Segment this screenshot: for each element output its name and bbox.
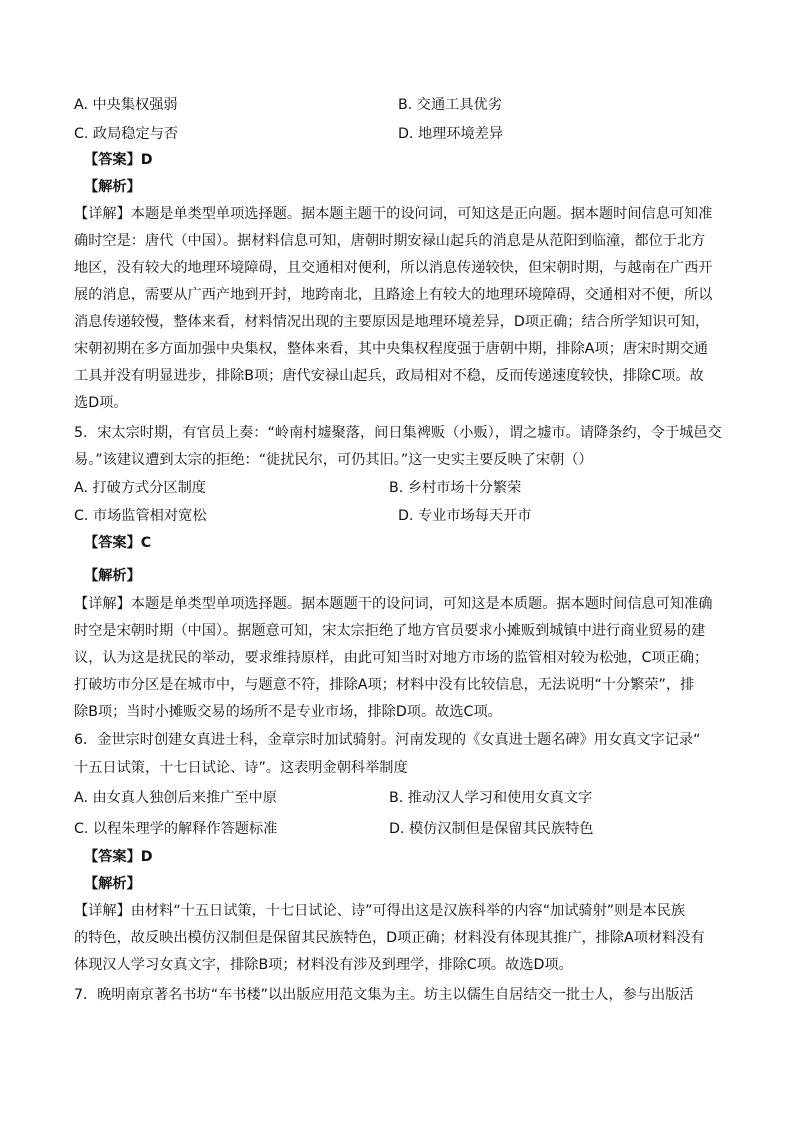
q6-option-c: C. 以程朱理学的解释作答题标准 (74, 821, 278, 837)
q6-analysis-label: 【解析】 (84, 876, 141, 892)
q4-answer: 【答案】D (84, 152, 153, 168)
q4-option-a: A. 中央集权强弱 (74, 97, 178, 113)
q6-answer: 【答案】D (84, 849, 153, 865)
q4-detail-line: 【详解】本题是单类型单项选择题。据本题主题干的设问词，可知这是正向题。据本题时间信息可知准 (74, 206, 713, 222)
q4-option-d: D. 地理环境差异 (398, 126, 504, 142)
q4-detail-line: 消息传递较慢，整体来看，材料情况出现的主要原因是地理环境差异，D项正确；结合所学知识可知， (74, 314, 710, 330)
q4-detail-line: 宋朝初期在多方面加强中央集权，整体来看，其中央集权程度强于唐朝中期，排除A项；唐宋时期交通 (74, 341, 708, 357)
q5-stem-line: 易。”该建议遭到太宗的拒绝：“徙扰民尔，可仍其旧。”这一史实主要反映了宋朝（） (74, 452, 593, 468)
q4-detail-line: 选D项。 (74, 395, 128, 411)
q4-detail-line: 展的消息，需要从广西产地到开封，地跨南北，且路途上有较大的地理环境障碍，交通相对不便，所以 (74, 287, 713, 303)
q6-option-d: D. 模仿汉制但是保留其民族特色 (389, 821, 594, 837)
q6-option-a: A. 由女真人独创后来推广至中原 (74, 790, 277, 806)
q6-detail-line: 的特色，故反映出模仿汉制但是保留其民族特色，D项正确；材料没有体现其推广，排除A项材料没有 (74, 930, 705, 946)
q7-stem-line: 7．晚明南京著名书坊“车书楼”以出版应用范文集为主。坊主以儒生自居结交一批士人，参与出版活 (74, 987, 694, 1003)
q6-stem-line: 6．金世宗时创建女真进士科，金章宗时加试骑射。河南发现的《女真进士题名碑》用女真文字记录“ (74, 732, 701, 748)
q5-analysis-label: 【解析】 (84, 568, 141, 584)
q4-detail-line: 确时空是：唐代（中国）。据材料信息可知，唐朝时期安禄山起兵的消息是从范阳到临潼，都位于北方 (74, 233, 706, 249)
q4-analysis-label: 【解析】 (84, 179, 141, 195)
q5-stem-line: 5．宋太宗时期，有官员上奏：“岭南村墟聚落，间日集裨贩（小贩），谓之墟市。请降条约，令于城邑交 (74, 425, 722, 441)
q6-detail-line: 体现汉人学习女真文字，排除B项；材料没有涉及到理学，排除C项。故选D项。 (74, 957, 573, 973)
q4-detail-line: 工具并没有明显进步，排除B项；唐代安禄山起兵，政局相对不稳，反而传递速度较快，排除C项。故 (74, 368, 704, 384)
q6-option-b: B. 推动汉人学习和使用女真文字 (389, 790, 593, 806)
q5-detail-line: 议，认为这是扰民的举动，要求维持原样，由此可知当时对地方市场的监管相对较为松弛，C项正确； (74, 650, 709, 666)
q5-detail-line: 【详解】本题是单类型单项选择题。据本题题干的设问词，可知这是本质题。据本题时间信息可知准确 (74, 596, 713, 612)
q5-detail-line: 时空是宋朝时期（中国）。据题意可知，宋太宗拒绝了地方官员要求小摊贩到城镇中进行商业贸易的建 (74, 623, 706, 639)
q5-option-c: C. 市场监管相对宽松 (74, 508, 207, 524)
q5-detail-line: 打破坊市分区是在城市中，与题意不符，排除A项；材料中没有比较信息，无法说明“十分繁荣”，排 (74, 677, 695, 693)
q5-option-b: B. 乡村市场十分繁荣 (389, 480, 522, 496)
q5-option-a: A. 打破方式分区制度 (74, 480, 206, 496)
q6-stem-line: 十五日试策，十七日试论、诗”。这表明金朝科举制度 (74, 760, 408, 776)
q5-option-d: D. 专业市场每天开市 (398, 508, 532, 524)
q5-answer: 【答案】C (84, 535, 152, 551)
q4-option-c: C. 政局稳定与否 (74, 126, 179, 142)
q6-detail-line: 【详解】由材料“十五日试策，十七日试论、诗”可得出这是汉族科举的内容“加试骑射”则是本民族 (74, 903, 686, 919)
q5-detail-line: 除B项；当时小摊贩交易的场所不是专业市场，排除D项。故选C项。 (74, 704, 502, 720)
q4-detail-line: 地区，没有较大的地理环境障碍，且交通相对便利，所以消息传递较快，但宋朝时期，与越南在广西开 (74, 260, 713, 276)
q4-option-b: B. 交通工具优劣 (398, 97, 502, 113)
